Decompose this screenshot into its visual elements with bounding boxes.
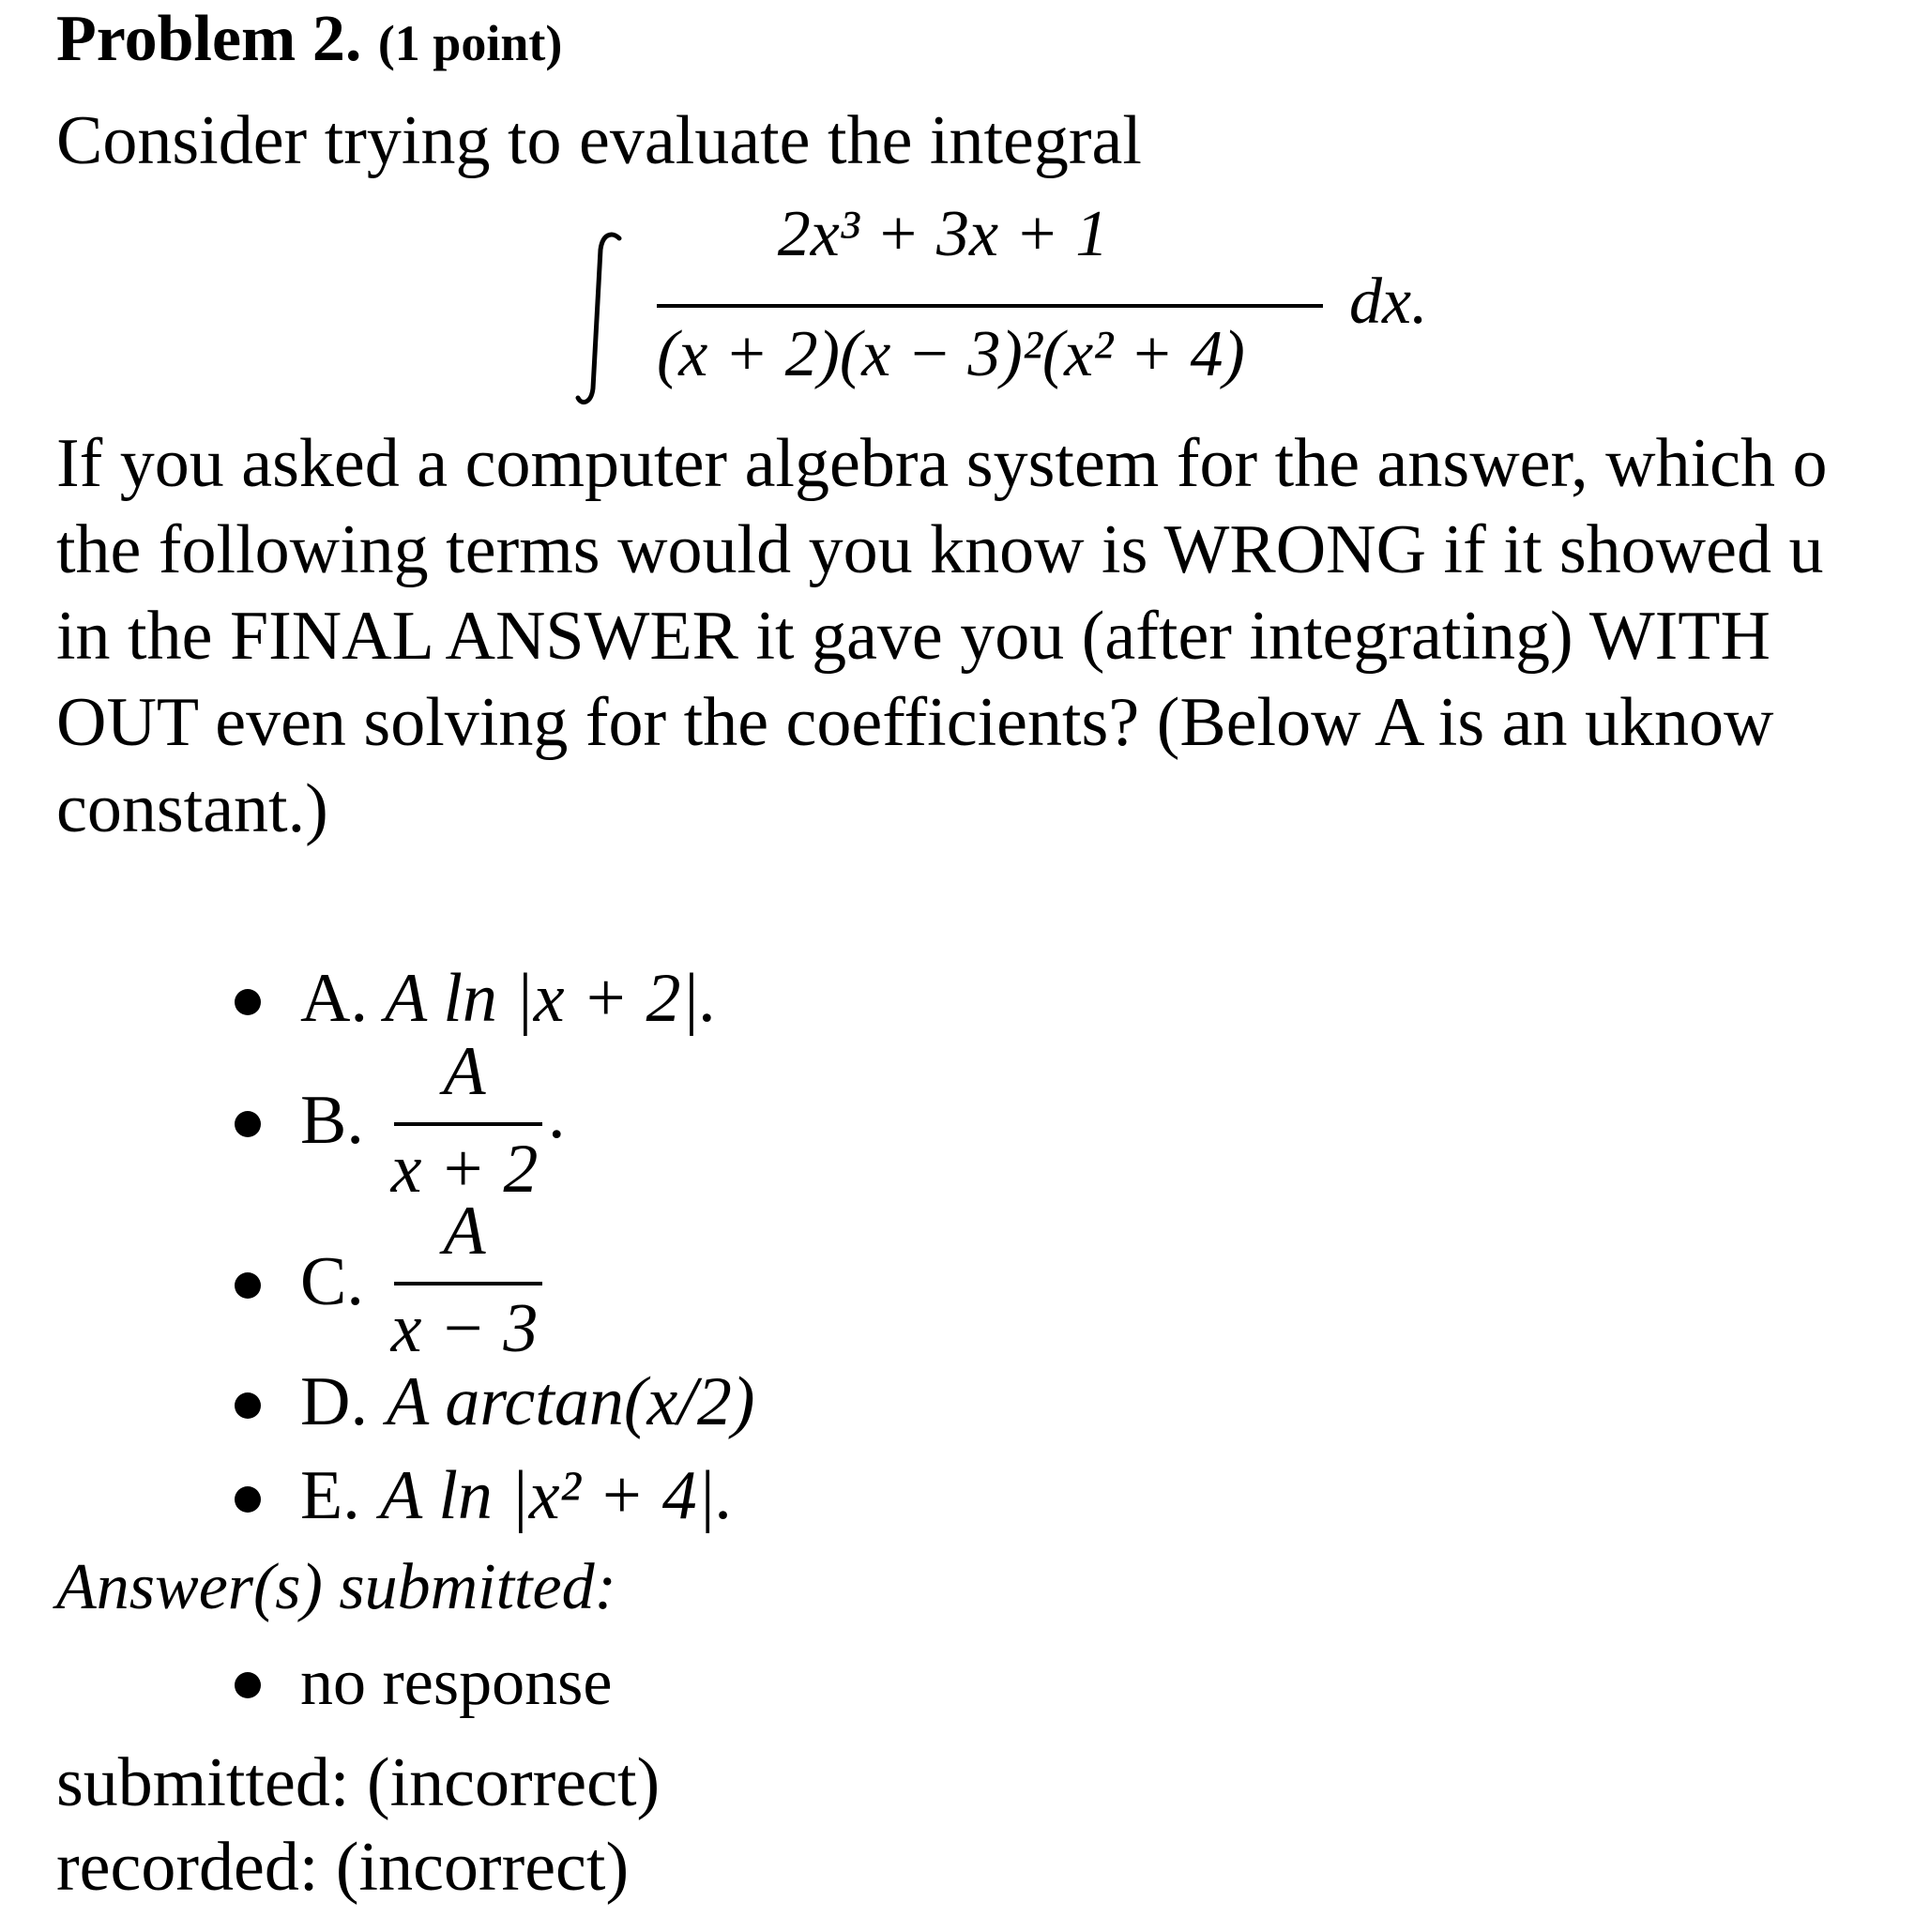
integral-differential: dx.: [1349, 266, 1428, 338]
bullet-icon: [235, 1486, 261, 1513]
problem-heading: [56, 2, 562, 81]
option-e-label: E.: [300, 1457, 360, 1534]
option-d-expression: A arctan(x/2): [387, 1363, 755, 1440]
question-line: If you asked a computer algebra system for the answer, which o: [56, 425, 1828, 502]
bullet-icon: [235, 1272, 261, 1299]
option-c-numerator: A: [443, 1193, 486, 1270]
integral-numerator: 2x³ + 3x + 1: [777, 198, 1109, 270]
bullet-icon: [235, 989, 261, 1015]
option-c-denominator: x − 3: [390, 1290, 539, 1367]
option-b-numerator: A: [443, 1033, 486, 1110]
option-b-fraction-bar: [394, 1122, 542, 1126]
integral-display: [563, 198, 1501, 402]
integral-denominator: (x + 2)(x − 3)²(x² + 4): [657, 318, 1245, 390]
integral-sign-icon: [574, 229, 627, 407]
option-e-expression: A ln |x² + 4|.: [380, 1457, 734, 1534]
question-line: the following terms would you know is WRONG if it showed u: [56, 511, 1824, 588]
problem-title: Problem 2.: [56, 3, 362, 75]
fraction-bar: [657, 304, 1323, 308]
answers-heading: Answer(s) submitted:: [56, 1551, 616, 1623]
question-line: constant.): [56, 770, 328, 847]
option-a-label: A.: [300, 960, 368, 1037]
option-b-suffix: .: [548, 1076, 566, 1153]
question-text: [56, 420, 1930, 852]
option-d-label: D.: [300, 1363, 368, 1440]
bullet-icon: [235, 1392, 261, 1419]
option-a-expression: A ln |x + 2|.: [385, 960, 718, 1037]
intro-text: Consider trying to evaluate the integral: [56, 102, 1142, 179]
submitted-status: submitted: (incorrect): [56, 1744, 661, 1821]
bullet-icon: [235, 1111, 261, 1137]
option-c-label: C.: [300, 1243, 364, 1320]
option-c-fraction-bar: [394, 1282, 542, 1285]
option-b-label: B.: [300, 1082, 364, 1159]
question-line: in the FINAL ANSWER it gave you (after integrating) WITH: [56, 598, 1770, 675]
answer-response: no response: [300, 1647, 613, 1719]
problem-points: (1 point): [377, 15, 563, 71]
option-b-denominator: x + 2: [390, 1131, 539, 1208]
bullet-icon: [235, 1672, 261, 1698]
recorded-status: recorded: (incorrect): [56, 1829, 630, 1906]
question-line: OUT even solving for the coefficients? (Below A is an uknow: [56, 684, 1774, 761]
